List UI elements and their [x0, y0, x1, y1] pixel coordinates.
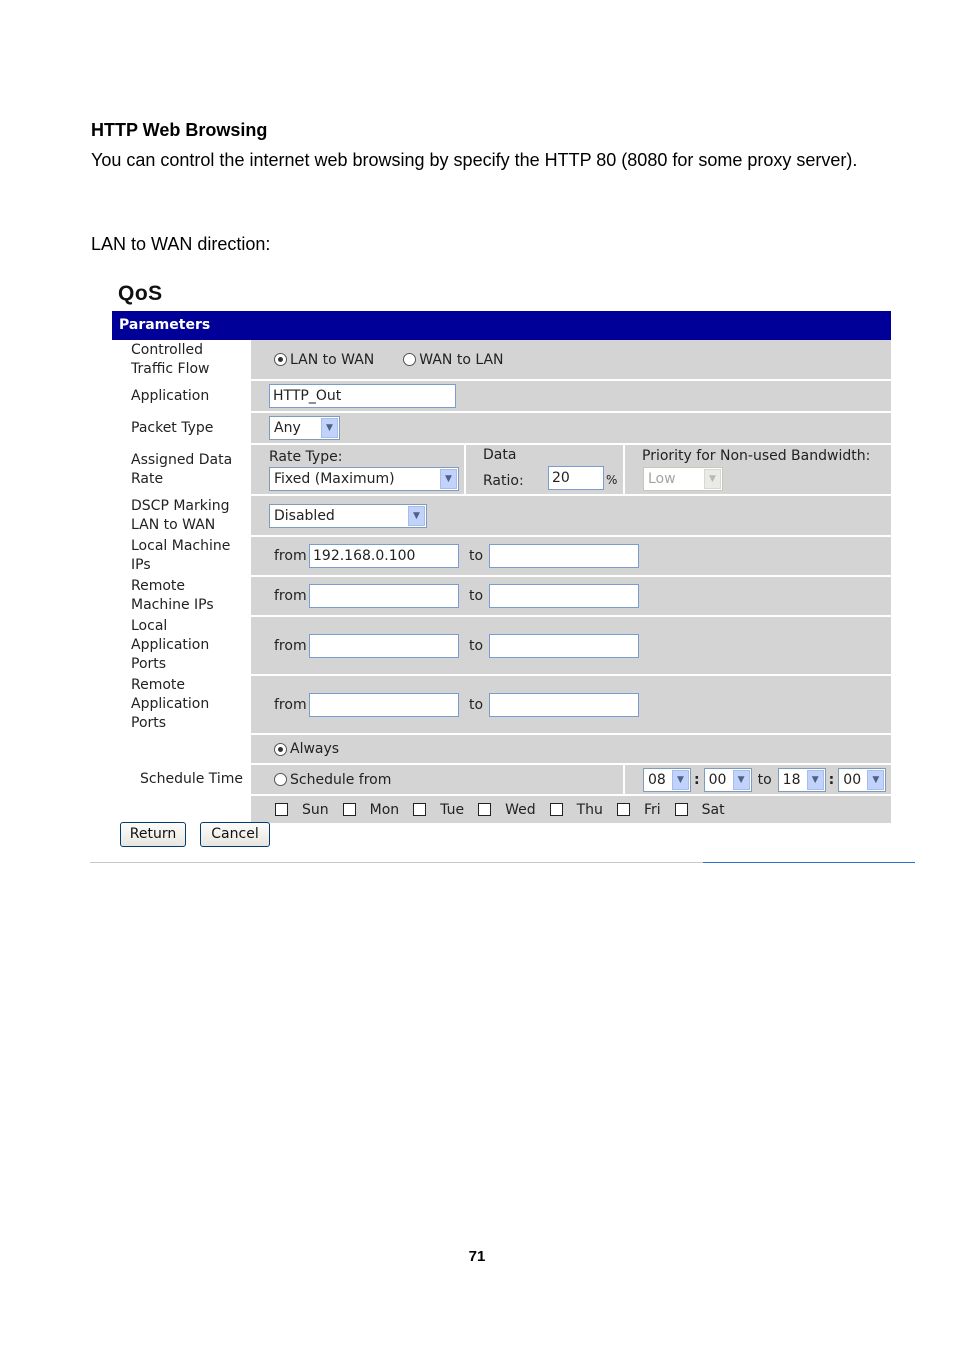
dscp-row: [112, 496, 891, 537]
doc-paragraph: You can control the internet web browsing by specify the HTTP 80 (8080 for some proxy server).: [91, 150, 858, 170]
application-value: [251, 381, 891, 411]
priority-selected: Low: [648, 471, 676, 487]
rate-type-label: Rate Type:: [269, 449, 343, 465]
remote-ips-label: [112, 577, 251, 615]
data-ratio-cell: [466, 445, 625, 494]
local-ips-label-text: Local Machine IPs: [131, 538, 231, 573]
chevron-down-icon: ▼: [733, 770, 750, 790]
data-rate-label: [112, 445, 251, 494]
application-input[interactable]: HTTP_Out: [269, 384, 456, 408]
traffic-flow-label: [112, 340, 251, 379]
always-label[interactable]: Always: [290, 741, 340, 757]
local-ips-from-input[interactable]: 192.168.0.100: [309, 544, 459, 568]
day-label-thu[interactable]: Thu: [576, 801, 603, 818]
local-ips-to-input[interactable]: [489, 544, 639, 568]
local-ips-label: [112, 537, 251, 575]
priority-select[interactable]: [643, 467, 723, 491]
local-ips-from-label: from: [274, 548, 307, 564]
chevron-down-icon: ▼: [704, 469, 721, 489]
local-ips-row: [112, 537, 891, 577]
priority-label: Priority for Non-used Bandwidth:: [642, 448, 871, 464]
remote-ports-label-text: Remote Application Ports: [131, 677, 210, 731]
day-checkbox-mon[interactable]: [343, 803, 356, 816]
remote-ips-from-input[interactable]: [309, 584, 459, 608]
schedule-from-cell: [251, 765, 625, 794]
page-number: 71: [468, 1248, 486, 1265]
percent-label: %: [606, 473, 618, 487]
schedule-from-label[interactable]: Schedule from: [290, 771, 392, 788]
day-label-tue[interactable]: Tue: [440, 801, 465, 818]
packet-type-row: [112, 413, 891, 445]
end-min-select[interactable]: [838, 768, 886, 792]
schedule-label: Schedule Time: [112, 735, 251, 823]
schedule-time-cell: [625, 765, 891, 794]
dscp-selected: Disabled: [274, 507, 335, 524]
data-rate-value: [251, 445, 891, 494]
data-rate-row: [112, 445, 891, 496]
ratio-input[interactable]: 20: [548, 466, 604, 490]
chevron-down-icon: ▼: [440, 469, 457, 489]
end-hour-selected: 18: [782, 771, 801, 788]
qos-panel: [112, 311, 891, 823]
remote-ips-from-label: from: [274, 588, 307, 604]
traffic-flow-row: [112, 340, 891, 381]
qos-title: QoS: [118, 282, 163, 305]
schedule-value: [251, 735, 891, 823]
remote-ips-value: [251, 577, 891, 615]
traffic-flow-value: [251, 340, 891, 379]
chevron-down-icon: ▼: [672, 770, 689, 790]
day-checkbox-sat[interactable]: [675, 803, 688, 816]
dscp-value: [251, 496, 891, 535]
schedule-days-line: [251, 796, 891, 823]
local-ports-to-input[interactable]: [489, 634, 639, 658]
local-ips-value: [251, 537, 891, 575]
day-checkbox-fri[interactable]: [617, 803, 630, 816]
remote-ports-to-input[interactable]: [489, 693, 639, 717]
local-ports-to-label: to: [469, 637, 484, 654]
day-checkbox-sun[interactable]: [275, 803, 288, 816]
start-min-selected: 00: [708, 771, 727, 788]
day-checkbox-wed[interactable]: [478, 803, 491, 816]
remote-ips-to-label: to: [469, 588, 484, 604]
application-row: [112, 381, 891, 413]
schedule-row: [112, 735, 891, 823]
schedule-to-label: to: [757, 771, 772, 788]
start-hour-selected: 08: [648, 771, 666, 788]
remote-ips-to-input[interactable]: [489, 584, 639, 608]
rate-type-select[interactable]: [269, 467, 459, 491]
doc-subheading: LAN to WAN direction:: [91, 234, 271, 254]
packet-type-value: [251, 413, 891, 443]
day-checkbox-thu[interactable]: [550, 803, 563, 816]
remote-ports-from-input[interactable]: [309, 693, 459, 717]
wan-to-lan-label[interactable]: WAN to LAN: [419, 351, 504, 368]
dscp-label: [112, 496, 251, 535]
lan-to-wan-radio[interactable]: [274, 353, 287, 366]
time-colon: :: [828, 771, 835, 788]
end-hour-select[interactable]: [778, 768, 826, 792]
day-checkbox-tue[interactable]: [413, 803, 426, 816]
end-min-selected: 00: [843, 771, 862, 788]
start-min-select[interactable]: [704, 768, 752, 792]
day-label-mon[interactable]: Mon: [369, 801, 400, 818]
packet-type-selected: Any: [274, 420, 301, 436]
remote-ports-from-label: from: [274, 696, 307, 713]
schedule-always-line: [251, 735, 891, 765]
packet-type-select[interactable]: [269, 416, 340, 440]
rate-type-cell: [251, 445, 466, 494]
remote-ports-to-label: to: [469, 696, 484, 713]
remote-ports-value: [251, 676, 891, 733]
schedule-from-radio[interactable]: [274, 773, 287, 786]
day-label-sun[interactable]: Sun: [302, 801, 329, 818]
cancel-button[interactable]: Cancel: [200, 822, 270, 847]
remote-ips-label-text: Remote Machine IPs: [131, 578, 214, 613]
bottom-divider-accent: [703, 862, 915, 863]
data-label: Data: [483, 447, 517, 463]
local-ports-from-input[interactable]: [309, 634, 459, 658]
remote-ports-row: [112, 676, 891, 735]
chevron-down-icon: ▼: [867, 770, 884, 790]
start-hour-select[interactable]: [643, 768, 691, 792]
chevron-down-icon: ▼: [807, 770, 824, 790]
data-rate-label-text: Assigned Data Rate: [131, 451, 233, 487]
dscp-label-text: DSCP Marking LAN to WAN: [131, 497, 230, 533]
day-label-wed[interactable]: Wed: [505, 801, 536, 818]
priority-cell: [625, 445, 891, 494]
local-ports-label: [112, 617, 251, 674]
local-ports-from-label: from: [274, 637, 307, 654]
chevron-down-icon: ▼: [408, 506, 425, 526]
local-ports-label-text: Local Application Ports: [131, 618, 210, 672]
always-radio[interactable]: [274, 743, 287, 756]
parameters-header: Parameters: [112, 311, 891, 340]
rate-type-selected: Fixed (Maximum): [274, 471, 395, 487]
doc-heading: HTTP Web Browsing: [91, 120, 268, 140]
traffic-flow-label-text: Controlled Traffic Flow: [131, 341, 210, 377]
local-ports-value: [251, 617, 891, 674]
chevron-down-icon: ▼: [321, 418, 338, 438]
return-button[interactable]: Return: [120, 822, 186, 847]
dscp-select[interactable]: [269, 504, 427, 528]
time-colon: :: [694, 771, 700, 788]
remote-ports-label: [112, 676, 251, 733]
application-label: Application: [112, 381, 251, 411]
local-ports-row: [112, 617, 891, 676]
day-label-fri[interactable]: Fri: [643, 801, 661, 818]
remote-ips-row: [112, 577, 891, 617]
schedule-from-line: [251, 765, 891, 796]
wan-to-lan-radio[interactable]: [403, 353, 416, 366]
day-label-sat[interactable]: Sat: [701, 801, 725, 818]
packet-type-label: Packet Type: [112, 413, 251, 443]
ratio-label: Ratio:: [483, 473, 524, 489]
lan-to-wan-label[interactable]: LAN to WAN: [290, 351, 375, 368]
local-ips-to-label: to: [469, 548, 484, 564]
